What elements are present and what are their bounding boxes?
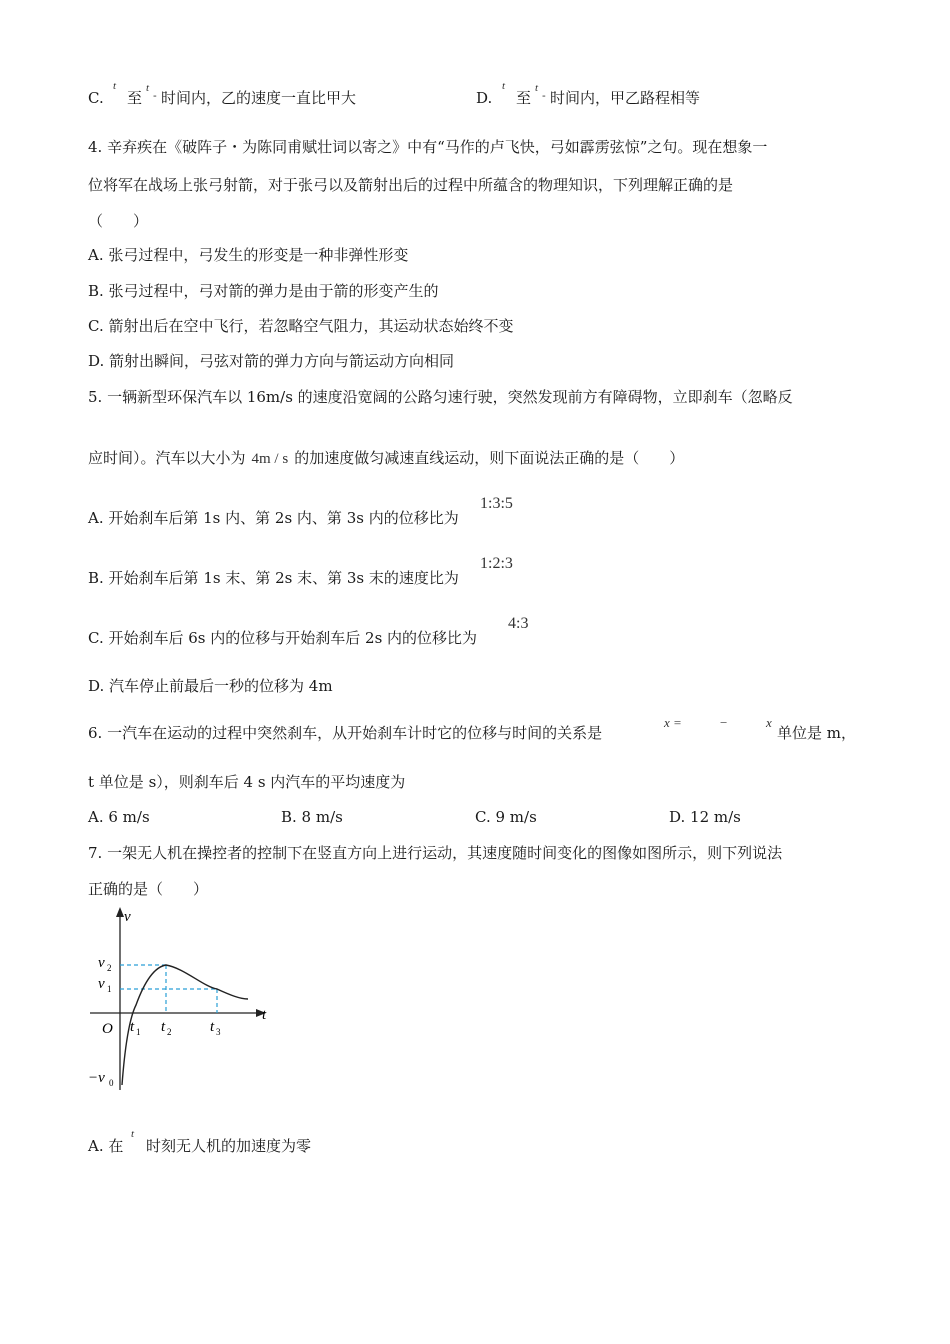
- t3-label: t: [210, 1019, 215, 1035]
- q3-c-t2: t: [146, 82, 150, 94]
- q4-stem-line1: 4. 辛弃疾在《破阵子・为陈同甫赋壮词以寄之》中有“马作的卢飞快，弓如霹雳弦惊”之句。现在想象一: [88, 138, 768, 156]
- q5-stem-line1: 5. 一辆新型环保汽车以 16m/s 的速度沿宽阔的公路匀速行驶，突然发现前方有障碍物，立即刹车（忽略反: [88, 388, 793, 406]
- q4-stem-line3: （ ）: [88, 212, 149, 230]
- t1-label: t: [130, 1019, 135, 1035]
- q3-d-t: t: [502, 80, 506, 92]
- v1-sub: 1: [107, 984, 112, 994]
- q6-option-a: A. 6 m/s: [88, 808, 150, 826]
- q3-option-c: [88, 88, 104, 108]
- q4-stem-line2: 位将军在战场上张弓射箭，对于张弓以及箭射出后的过程中所蕴含的物理知识，下列理解正确的是: [88, 176, 734, 194]
- q3-c-zhi: 至: [127, 89, 143, 107]
- t-label: t: [262, 1007, 267, 1023]
- q3-d-sub: -: [542, 89, 546, 102]
- q6-stem-line2: t 单位是 s），则刹车后 4 s 内汽车的平均速度为: [88, 773, 406, 791]
- t1-sub: 1: [136, 1027, 141, 1037]
- q5-option-b: B. 开始刹车后第 1s 末、第 2s 末、第 3s 末的速度比为: [88, 569, 459, 587]
- q4-option-d: D. 箭射出瞬间，弓弦对箭的弹力方向与箭运动方向相同: [88, 352, 455, 370]
- q7-option-a-pre: A. 在: [88, 1137, 124, 1155]
- q7-option-a-t: t: [131, 1128, 135, 1140]
- q6-option-c: C. 9 m/s: [475, 808, 537, 826]
- t2-label: t: [161, 1019, 166, 1035]
- velocity-curve: [122, 965, 248, 1085]
- q3-c-t: t: [113, 80, 117, 92]
- q3-option-d: [476, 88, 492, 108]
- q3-d-zhi: 至: [516, 89, 532, 107]
- q6-option-b: B. 8 m/s: [281, 808, 343, 826]
- q5-accel-math: 4m / s: [251, 451, 289, 467]
- q7-option-a-post: 时刻无人机的加速度为零: [146, 1137, 312, 1155]
- v-axis-arrow: [116, 907, 124, 917]
- q5-stem-line2a: 应时间）。汽车以大小为: [88, 449, 246, 467]
- q5-stem-line2b: 的加速度做匀减速直线运动，则下面说法正确的是（ ）: [294, 449, 685, 467]
- q3-d-t2: t: [535, 82, 539, 94]
- option-letter: C.: [88, 89, 104, 107]
- q5-option-c-ratio: 4:3: [508, 615, 529, 632]
- q6-stem-line1b: 单位是 m，: [777, 724, 856, 742]
- q6-math-x2: x: [766, 715, 772, 730]
- q6-math-x: [664, 713, 682, 733]
- q5-option-d: D. 汽车停止前最后一秒的位移为 4m: [88, 677, 333, 695]
- t2-sub: 2: [167, 1027, 172, 1037]
- origin-label: O: [102, 1021, 113, 1037]
- v2-sub: 2: [107, 963, 112, 973]
- option-letter: D.: [476, 89, 493, 107]
- q6-option-d: D. 12 m/s: [669, 808, 741, 826]
- q6-stem-line1: 6. 一汽车在运动的过程中突然刹车，从开始刹车计时它的位移与时间的关系是: [88, 724, 603, 742]
- q3-d-text: 时间内，甲乙路程相等: [550, 89, 701, 107]
- q3-c-text: 时间内，乙的速度一直比甲大: [161, 89, 357, 107]
- q5-option-a: A. 开始刹车后第 1s 内、第 2s 内、第 3s 内的位移比为: [88, 509, 459, 527]
- q6-x-symbol: x =: [664, 715, 682, 730]
- q4-option-b: B. 张弓过程中，弓对箭的弹力是由于箭的形变产生的: [88, 282, 439, 300]
- neg-v0-label: −v: [88, 1070, 105, 1086]
- v2-label: v: [98, 955, 105, 971]
- q4-option-a: A. 张弓过程中，弓发生的形变是一种非弹性形变: [88, 246, 409, 264]
- v-label: v: [124, 909, 131, 925]
- t3-sub: 3: [216, 1027, 221, 1037]
- q5-option-b-ratio: 1:2:3: [480, 555, 513, 572]
- q4-option-c: C. 箭射出后在空中飞行，若忽略空气阻力，其运动状态始终不变: [88, 317, 514, 335]
- q7-vt-graph: [80, 905, 280, 1095]
- q6-math-minus: −: [720, 715, 728, 730]
- q5-option-a-ratio: 1:3:5: [480, 495, 513, 512]
- q5-stem-line2: [88, 448, 684, 469]
- q3-c-sub: -: [153, 89, 157, 102]
- v1-label: v: [98, 976, 105, 992]
- q7-stem-line1: 7. 一架无人机在操控者的控制下在竖直方向上进行运动，其速度随时间变化的图像如图所示，则下列说法: [88, 844, 783, 862]
- neg-v0-sub: 0: [109, 1078, 114, 1088]
- q5-option-c: C. 开始刹车后 6s 内的位移与开始刹车后 2s 内的位移比为: [88, 629, 478, 647]
- q7-stem-line2: 正确的是（ ）: [88, 880, 209, 898]
